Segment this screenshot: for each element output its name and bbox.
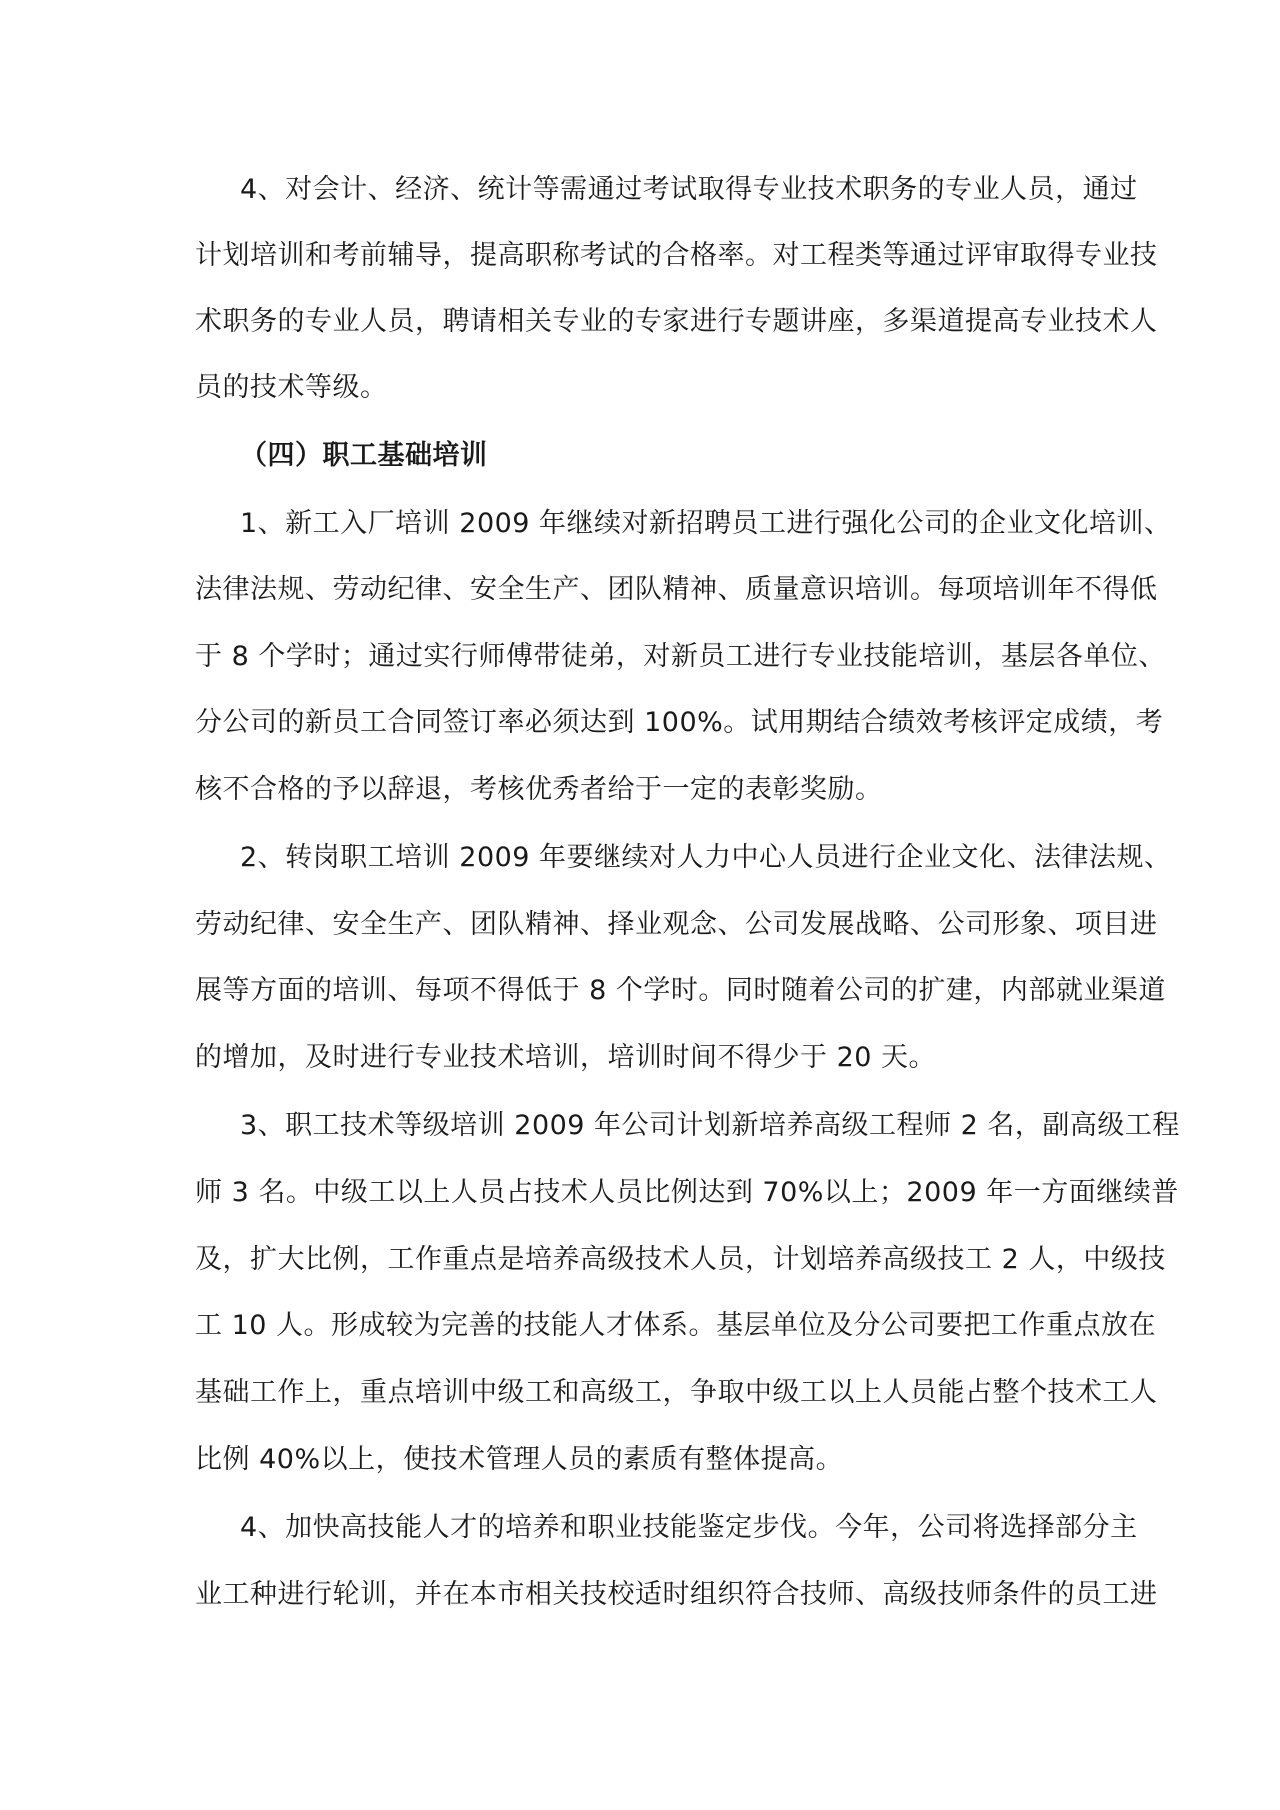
paragraph-line: 4、加快高技能人才的培养和职业技能鉴定步伐。今年，公司将选择部分主 [240,1512,1138,1543]
paragraph-line: 劳动纪律、安全生产、团队精神、择业观念、公司发展战略、公司形象、项目进 [195,909,1158,940]
paragraph-line: 计划培训和考前辅导，提高职称考试的合格率。对工程类等通过评审取得专业技 [195,240,1158,271]
paragraph-line: 3、职工技术等级培训 2009 年公司计划新培养高级工程师 2 名，副高级工程 [240,1110,1180,1141]
paragraph-line: 比例 40%以上，使技术管理人员的素质有整体提高。 [195,1444,844,1475]
paragraph-line: 2、转岗职工培训 2009 年要继续对人力中心人员进行企业文化、法律法规、 [240,842,1172,873]
paragraph-line: 师 3 名。中级工以上人员占技术人员比例达到 70%以上；2009 年一方面继续普 [195,1177,1179,1208]
paragraph-line: 及，扩大比例，工作重点是培养高级技术人员，计划培养高级技工 2 人，中级技 [195,1244,1166,1275]
paragraph-line: 核不合格的予以辞退，考核优秀者给于一定的表彰奖励。 [195,774,883,805]
paragraph-line: 1、新工入厂培训 2009 年继续对新招聘员工进行强化公司的企业文化培训、 [240,508,1172,539]
paragraph-line: 的增加，及时进行专业技术培训，培训时间不得少于 20 天。 [195,1042,937,1073]
paragraph-line: 业工种进行轮训，并在本市相关技校适时组织符合技师、高级技师条件的员工进 [195,1579,1158,1610]
paragraph-line: 法律法规、劳动纪律、安全生产、团队精神、质量意识培训。每项培训年不得低 [195,574,1158,605]
paragraph-line: 基础工作上，重点培训中级工和高级工，争取中级工以上人员能占整个技术工人 [195,1377,1158,1408]
paragraph-line: 于 8 个学时；通过实行师傅带徒弟，对新员工进行专业技能培训，基层各单位、 [195,641,1166,672]
paragraph-line: 展等方面的培训、每项不得低于 8 个学时。同时随着公司的扩建，内部就业渠道 [195,975,1166,1006]
paragraph-line: 分公司的新员工合同签订率必须达到 100%。试用期结合绩效考核评定成绩，考 [195,707,1164,738]
paragraph-line: 4、对会计、经济、统计等需通过考试取得专业技术职务的专业人员，通过 [240,174,1138,205]
paragraph-line: 员的技术等级。 [195,372,388,403]
paragraph-line: 工 10 人。形成较为完善的技能人才体系。基层单位及分公司要把工作重点放在 [195,1310,1157,1341]
section-heading: （四）职工基础培训 [240,440,488,471]
paragraph-line: 术职务的专业人员，聘请相关专业的专家进行专题讲座，多渠道提高专业技术人 [195,306,1158,337]
